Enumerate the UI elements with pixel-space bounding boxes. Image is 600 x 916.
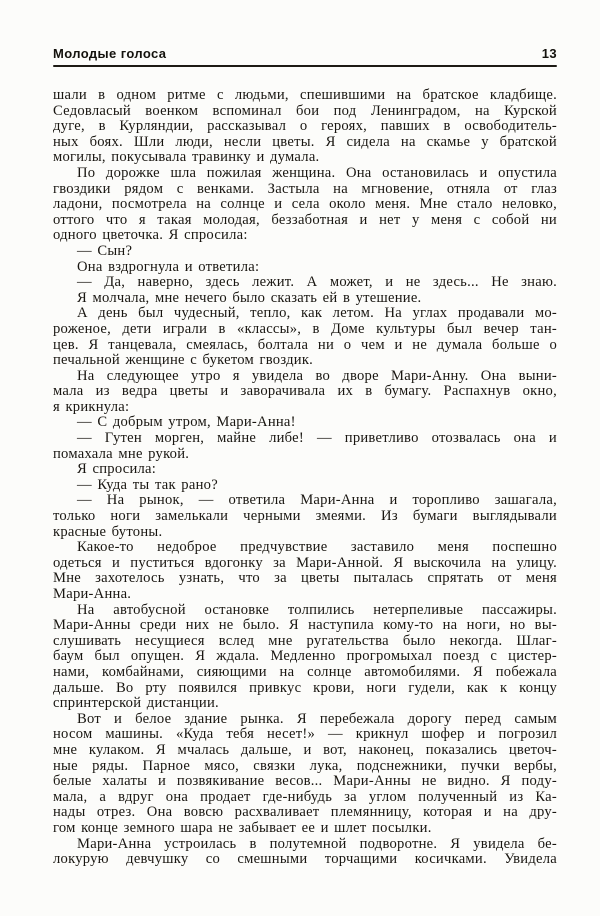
text-line: На следующее утро я увидела во дворе Мари-Анну. Она выни-: [77, 367, 557, 384]
text-line: локурую девчушку со смешными торчащими косичками. Увидела: [53, 851, 557, 868]
text-line: нады отрез. Она вовсю расхваливает племянницу, которая и на дру-: [53, 804, 557, 821]
text-line: мне кулаком. Я мчалась дальше, и вот, наконец, показались цветоч-: [53, 741, 557, 758]
text-line: цев. Я танцевала, смеялась, болтала ни о чем и не думала больше о: [53, 336, 557, 353]
text-line: спринтерской дистанции.: [53, 695, 219, 712]
text-line: одеться и пуститься вдогонку за Мари-Анной. Я выскочила на улицу.: [53, 554, 557, 571]
paragraph: [53, 540, 557, 602]
paragraph: [53, 462, 557, 478]
text-line: только ноги замелькали черными змеями. Из бумаги выглядывали: [53, 508, 557, 525]
text-line: слушивать несущиеся вслед мне ругательства было некогда. Шлаг-: [53, 632, 557, 649]
text-line: дуге, в Курляндии, рассказывал о героях, павших в освободитель-: [53, 118, 557, 135]
text-line: Седовласый военком вспоминал бои под Ленинградом, на Курской: [53, 102, 557, 119]
paragraph: [53, 275, 557, 291]
text-line: — Гутен морген, майне либе! — приветливо отозвалась она и: [77, 430, 557, 447]
paragraph: [53, 291, 557, 307]
text-line: печальной женщине с букетом гвоздик.: [53, 352, 314, 369]
running-header: [53, 46, 557, 65]
text-line: — Куда ты так рано?: [77, 476, 218, 493]
paragraph: [53, 837, 557, 868]
paragraph: [53, 369, 557, 416]
paragraph: [53, 88, 557, 166]
text-line: мала из ведра цветы и заворачивала их в бумагу. Распахнув окно,: [53, 383, 557, 400]
text-line: Мари-Анна устроилась в полутемной подворотне. Я увидела бе-: [77, 835, 557, 852]
text-line: баум был опущен. Я ждала. Медленно прогромыхал поезд с цистер-: [53, 648, 557, 665]
text-line: Мари-Анна.: [53, 586, 132, 602]
text-line: шали в одном ритме с людьми, спешившими на братское кладбище.: [53, 87, 557, 103]
paragraph: [53, 306, 557, 368]
text-line: Какое-то недоброе предчувствие заставило меня поспешно: [77, 539, 557, 556]
text-line: мала, а вдруг она продает где-нибудь за углом полученный из Ка-: [53, 788, 557, 805]
text-line: Мне захотелось узнать, что за цветы пыталась спрятать от меня: [53, 570, 557, 587]
page-number: 13: [541, 46, 557, 61]
text-line: помахала мне рукой.: [53, 445, 190, 462]
paragraph: [53, 415, 557, 431]
paragraph: [53, 166, 557, 244]
text-line: — На рынок, — ответила Мари-Анна и торопливо зашагала,: [77, 492, 557, 509]
paragraph: [53, 712, 557, 837]
text-line: Вот и белое здание рынка. Я перебежала дорогу перед самым: [77, 710, 557, 727]
text-line: нами, комбайнами, сияющими на солнце автомобилями. Я побежала: [53, 663, 557, 680]
text-line: — Сын?: [77, 242, 133, 259]
text-line: — С добрым утром, Мари-Анна!: [77, 414, 296, 431]
text-line: дальше. Во рту появился привкус крови, ноги гудели, как к концу: [53, 679, 557, 696]
text-line: роженое, дети играли в «классы», в Доме культуры был вечер тан-: [53, 320, 557, 337]
text-line: оттого что я такая молодая, беззаботная и нет у меня с собой ни: [53, 211, 557, 228]
paragraph: [53, 244, 557, 260]
header-rule: [53, 65, 557, 67]
text-line: На автобусной остановке толпились нетерпеливые пассажиры.: [77, 601, 557, 618]
text-line: красные бутоны.: [53, 523, 163, 540]
text-line: Я молчала, мне нечего было сказать ей в утешение.: [77, 289, 422, 306]
text-line: ных боях. Шли люди, несли цветы. Я сидела на скамье у братской: [53, 133, 557, 150]
text-line: одного цветочка. Я спросила:: [53, 227, 248, 244]
text-line: — Да, наверно, здесь лежит. А может, и не здесь... Не знаю.: [77, 274, 557, 291]
text-line: носом машины. «Куда тебя несет!» — крикнул шофер и погрозил: [53, 726, 557, 743]
paragraph: [53, 493, 557, 540]
text-line: А день был чудесный, тепло, как летом. На углах продавали мо-: [77, 305, 557, 322]
text-line: я крикнула:: [53, 398, 130, 415]
text-line: могилы, покусывала травинку и думала.: [53, 149, 320, 166]
text-line: ные ряды. Парное мясо, связки лука, подснежники, пучки вербы,: [53, 757, 557, 774]
text-line: гвоздики рядом с венками. Застыла на мгновение, отняла от глаз: [53, 180, 557, 197]
paragraph: [53, 603, 557, 712]
running-title: Молодые голоса: [53, 46, 167, 61]
paragraph: [53, 478, 557, 494]
text-line: По дорожке шла пожилая женщина. Она остановилась и опустила: [77, 164, 557, 181]
text-line: белые халаты и позвякивание весов... Мари-Анны не видно. Я поду-: [53, 773, 557, 790]
text-line: Мари-Анны среди них не было. Я наступила кому-то на ноги, но вы-: [53, 617, 557, 634]
text-line: Я спросила:: [77, 461, 157, 478]
text-line: ладони, посмотрела на солнце и села около меня. Мне стало неловко,: [53, 196, 557, 213]
text-line: гом конце земного шара не забывает ее и шлет посылки.: [53, 819, 432, 836]
paragraph: [53, 431, 557, 462]
text-line: Она вздрогнула и ответила:: [77, 258, 260, 275]
paragraph: [53, 260, 557, 276]
story-text: [53, 88, 557, 868]
